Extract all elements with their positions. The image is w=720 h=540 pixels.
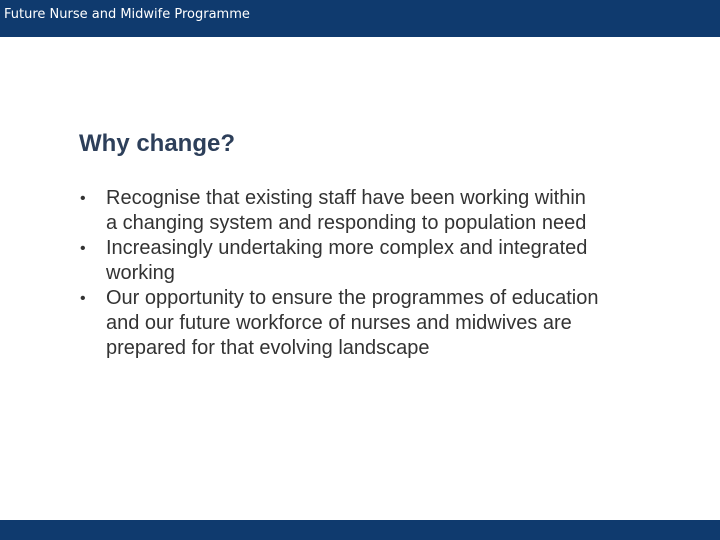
bullet-marker: • [80, 290, 86, 307]
bullet-text: Recognise that existing staff have been working within a changing system and responding to population need [106, 187, 587, 234]
bullet-item [80, 236, 600, 286]
footer-bar [0, 520, 720, 540]
bullet-item [80, 186, 600, 236]
bullet-text: Our opportunity to ensure the programmes of education and our future workforce of nurses and midwives are prepared for that evolving landscape [106, 287, 599, 359]
bullet-marker: • [80, 240, 86, 257]
bullet-marker: • [80, 190, 86, 207]
slide-title: Why change? [79, 130, 236, 157]
bullet-item [80, 286, 600, 361]
bullet-text: Increasingly undertaking more complex and integrated working [106, 237, 588, 284]
bullet-list [80, 186, 600, 361]
header-title: Future Nurse and Midwife Programme [4, 7, 250, 22]
header-bar [0, 0, 720, 37]
